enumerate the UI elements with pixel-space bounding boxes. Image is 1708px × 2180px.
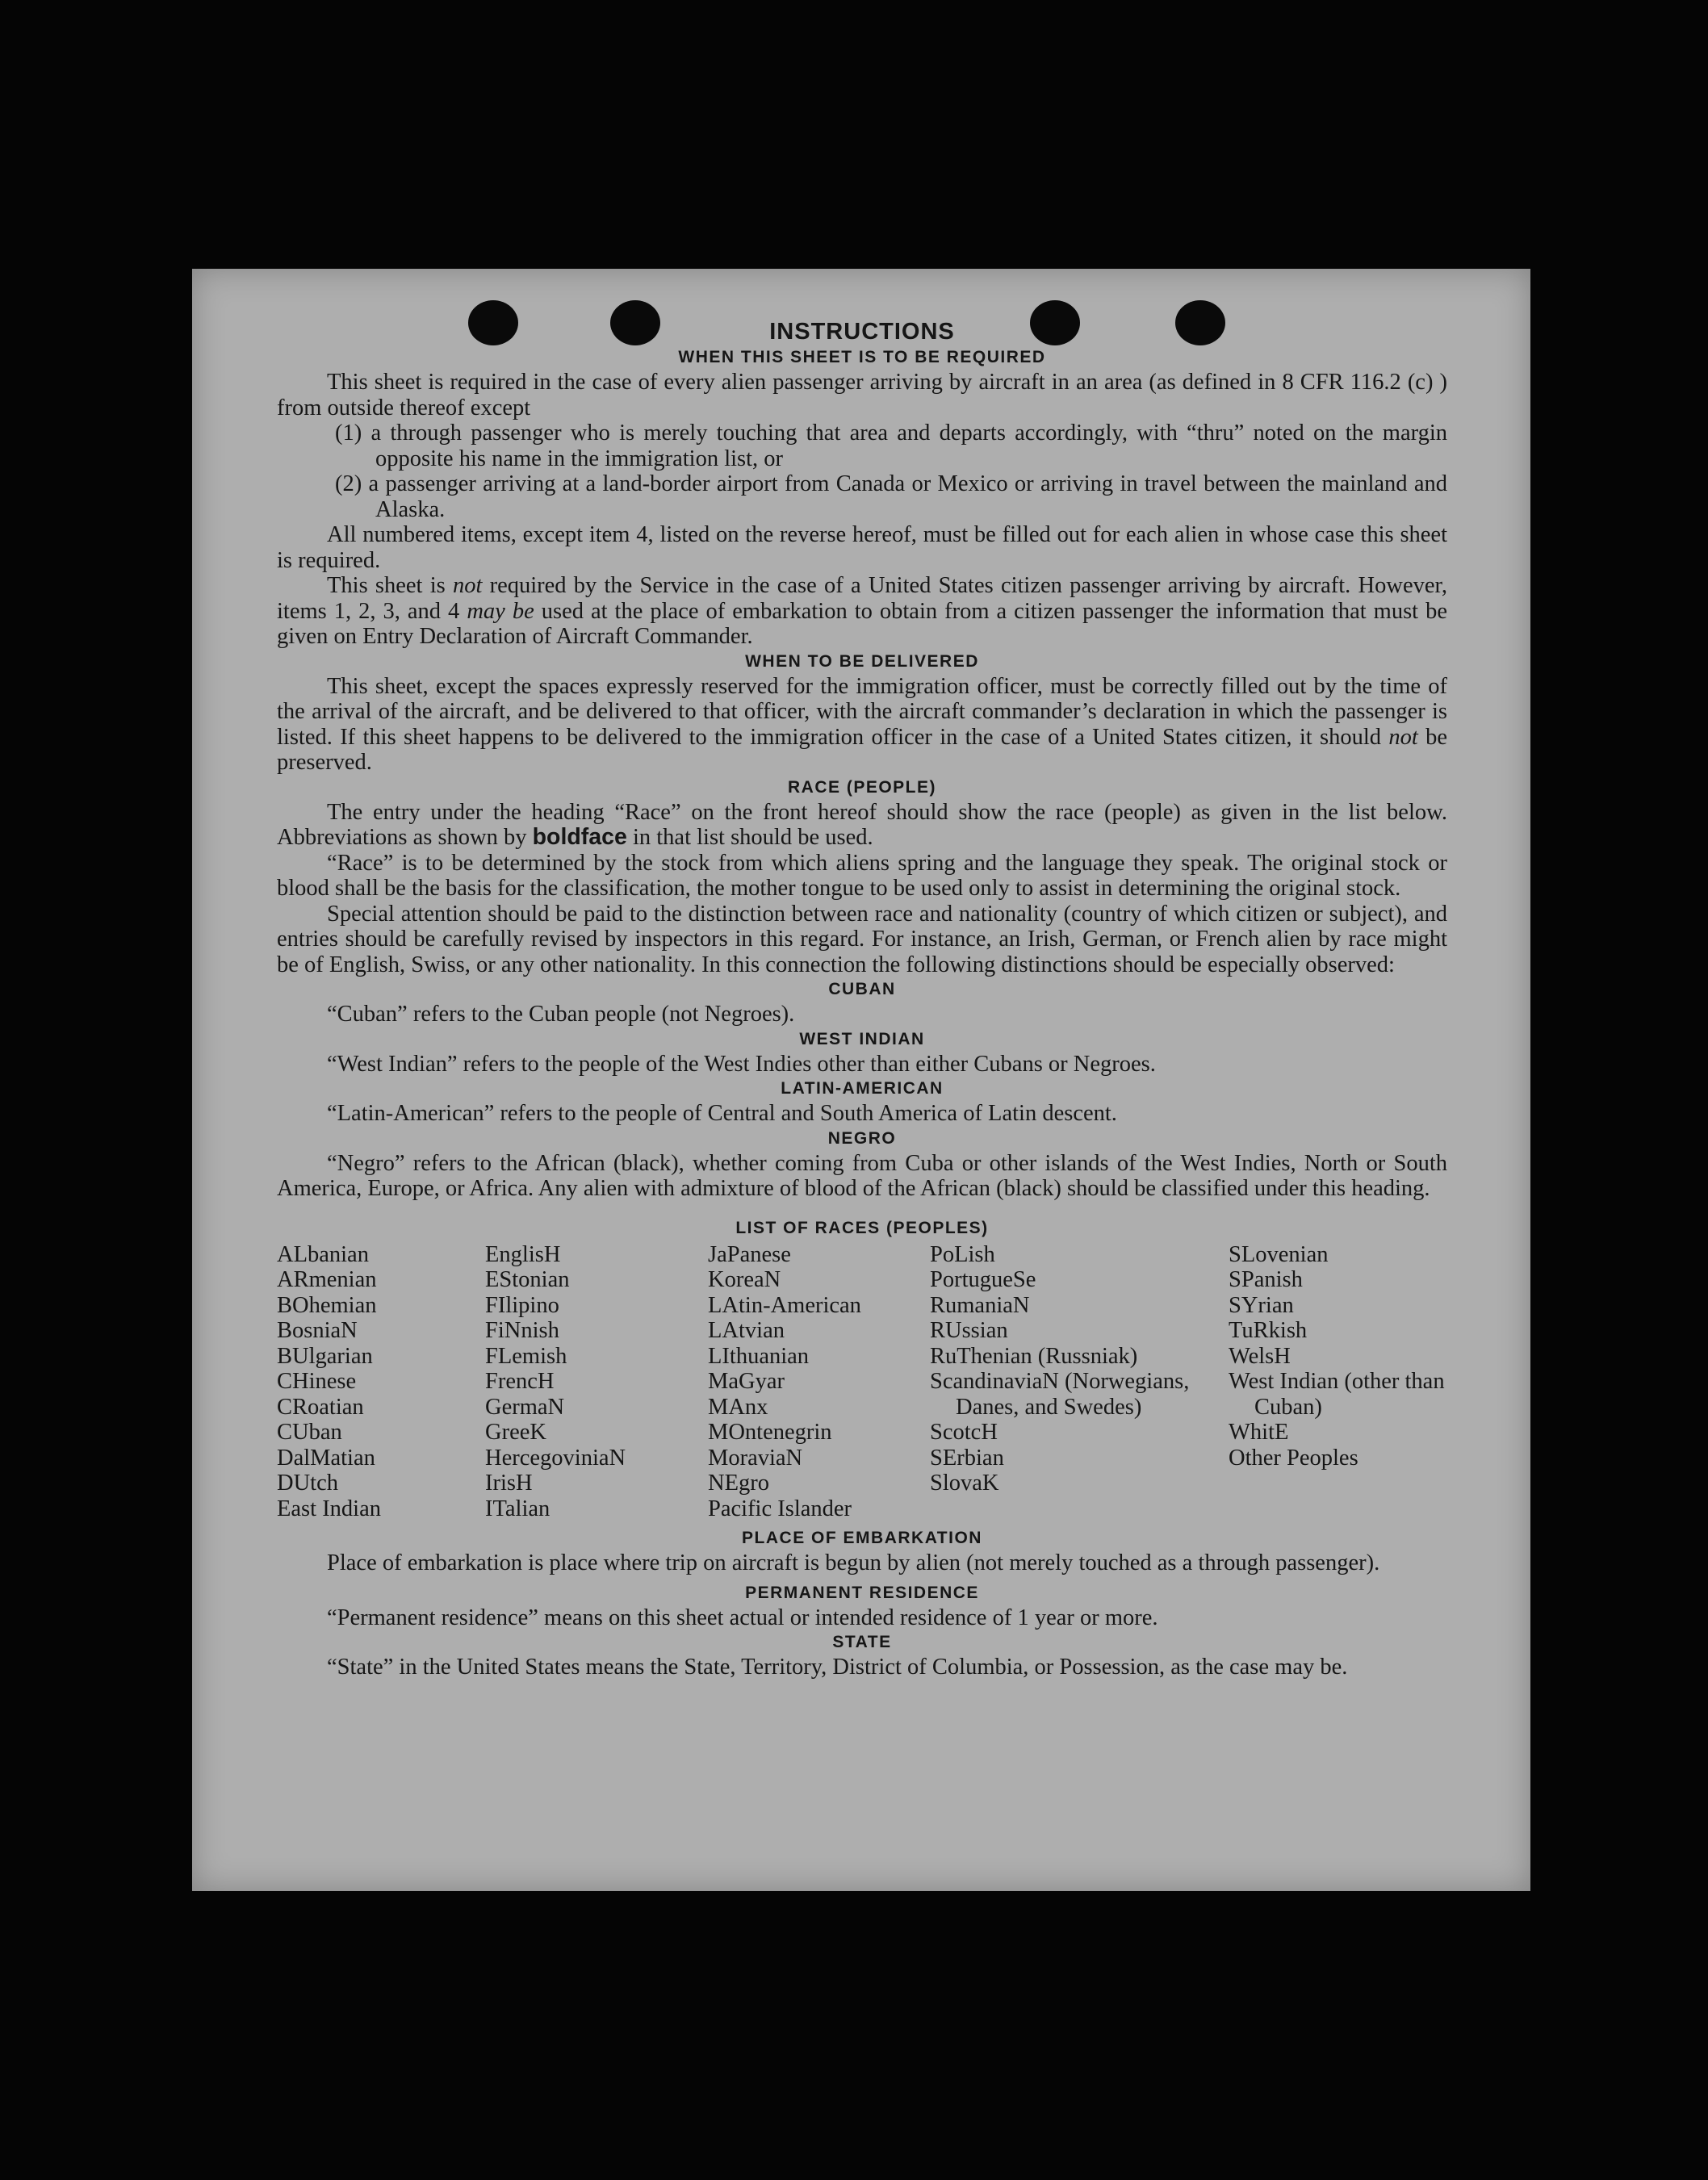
race-item: GermaN [485,1394,565,1420]
race-item: MAnx [708,1394,768,1420]
race-item: PoLish [930,1241,995,1267]
race-item: MOntenegrin [708,1420,832,1445]
heading-latin-american: LATIN-AMERICAN [781,1079,944,1098]
heading-west-indian: WEST INDIAN [799,1029,925,1048]
text-run: used at the place of embarkation to obtain from a citizen passenger the information that must be given on Entry Declaration of Aircraft Commander. [277,598,1447,649]
race-item: LIthuanian [708,1343,810,1369]
paragraph-race-entry [277,800,1447,851]
race-item: HercegoviniaN [485,1445,626,1471]
race-item: ALbanian [277,1241,369,1267]
race-item: CHinese [277,1369,357,1394]
page-title: INSTRUCTIONS [769,319,955,345]
race-item: GreeK [485,1420,546,1445]
race-item: LAtin-American [708,1292,861,1318]
race-item: ScandinaviaN (Norwegians, Danes, and Swedes) [930,1369,1190,1420]
paragraph-negro: “Negro” refers to the African (black), whether coming from Cuba or other islands of the West Indies, North or South America, Europe, or Africa. Any alien with admixture of blood of the African (black) should be classified under this heading. [277,1150,1447,1201]
heading-list-of-races: LIST OF RACES (PEOPLES) [735,1218,989,1237]
race-item: SLovenian [1229,1241,1329,1267]
text-run: This sheet is [327,573,453,598]
race-item: SYrian [1229,1292,1294,1318]
race-item: BUlgarian [277,1343,373,1369]
boldface-word: boldface [532,824,627,850]
race-item: LAtvian [708,1318,785,1343]
races-column-1 [277,1242,485,1522]
emphasis-not: not [1388,724,1418,750]
paragraph-embarkation: Place of embarkation is place where trip on aircraft is begun by alien (not merely touched as a through passenger). [327,1550,1380,1575]
text-run: be preserved. [277,724,1447,775]
paragraph-west-indian: “West Indian” refers to the people of the West Indies other than either Cubans or Negroes. [327,1051,1156,1077]
race-item: RuThenian (Russniak) [930,1343,1138,1369]
emphasis-not: not [452,573,483,598]
race-item: East Indian [277,1496,382,1521]
races-column-5 [1229,1242,1447,1522]
heading-when-delivered: WHEN TO BE DELIVERED [745,651,979,671]
emphasis-may-be: may be [467,598,534,624]
race-item: CRoatian [277,1394,364,1420]
race-item: West Indian (other than Cuban) [1229,1369,1445,1420]
paragraph-cuban: “Cuban” refers to the Cuban people (not Negroes). [327,1002,795,1027]
race-item: EStonian [485,1267,570,1292]
race-item: FrencH [485,1369,555,1394]
race-item: EnglisH [485,1241,561,1267]
race-item: ARmenian [277,1267,377,1292]
paragraph-state: “State” in the United States means the State, Territory, District of Columbia, or Possession, as the case may be. [327,1655,1348,1680]
heading-permanent-residence: PERMANENT RESIDENCE [745,1583,979,1602]
race-item: NEgro [708,1471,769,1496]
text-run: This sheet, except the spaces expressly reserved for the immigration officer, must be correctly filled out by the time of the arrival of the aircraft, and be delivered to that officer, with the aircraft commander’s declaration in which the passenger is listed. If this sheet happens to be delivered to the immigration officer in the case of a United States citizen, it should [277,673,1447,750]
paragraph-latin-american: “Latin-American” refers to the people of Central and South America of Latin descent. [327,1101,1117,1126]
race-item: CUban [277,1420,342,1445]
paragraph-numbered-items: All numbered items, except item 4, listed on the reverse hereof, must be filled out for each alien in whose case this sheet is required. [277,522,1447,573]
heading-negro: NEGRO [827,1128,897,1148]
race-item: TuRkish [1229,1318,1308,1343]
race-item: SPanish [1229,1267,1303,1292]
race-item: RUssian [930,1318,1008,1343]
paragraph-delivered [277,674,1447,776]
text-run: The entry under the heading “Race” on the front hereof should show the race (people) as given in the list below. Abbreviations as shown by [277,799,1447,850]
heading-state: STATE [832,1633,892,1651]
race-item: ITalian [485,1496,550,1521]
heading-when-required: WHEN THIS SHEET IS TO BE REQUIRED [678,348,1046,366]
race-item: Pacific Islander [708,1496,852,1521]
race-item: IrisH [485,1471,533,1496]
race-item: MaGyar [708,1369,785,1394]
race-item: MoraviaN [708,1445,803,1471]
heading-place-of-embarkation: PLACE OF EMBARKATION [742,1529,982,1547]
races-column-3 [708,1242,930,1522]
paragraph-race-stock: “Race” is to be determined by the stock from which aliens spring and the language they speak. The original stock or blood shall be the basis for the classification, the mother tongue to be used only to assist in determining the original stock. [277,850,1447,901]
race-item: BOhemian [277,1292,377,1318]
paragraph-permanent-residence: “Permanent residence” means on this sheet actual or intended residence of 1 year or more. [327,1605,1158,1630]
race-item: BosniaN [277,1318,358,1343]
races-list [277,1242,1447,1522]
race-item: FLemish [485,1343,567,1369]
paragraph-exception-1: (1) a through passenger who is merely touching that area and departs accordingly, with “thru” noted on the margin opposite his name in the immigration list, or [335,421,1447,471]
race-item: DalMatian [277,1445,375,1471]
races-column-2 [485,1242,708,1522]
text-run: in that list should be used. [626,825,873,850]
race-item: Other Peoples [1229,1445,1358,1471]
races-column-4 [930,1242,1229,1522]
race-item: JaPanese [708,1241,791,1267]
race-item: PortugueSe [930,1267,1036,1292]
race-item: FiNnish [485,1318,559,1343]
race-item: WelsH [1229,1343,1291,1369]
paragraph-citizen [277,573,1447,650]
race-item: SlovaK [930,1471,999,1496]
race-item: DUtch [277,1471,338,1496]
paragraph-required-intro: This sheet is required in the case of every alien passenger arriving by aircraft in an area (as defined in 8 CFR 116.2 (c) ) from outside thereof except [277,370,1447,421]
paragraph-race-nationality: Special attention should be paid to the distinction between race and nationality (country of which citizen or subject), and entries should be carefully revised by inspectors in this regard. For instance, an Irish, German, or French alien by race might be of English, Swiss, or any other nationality. In this connection the following distinctions should be especially observed: [277,901,1447,977]
race-item: FIlipino [485,1292,559,1318]
text-run: required by the Service in the case of a United States citizen passenger arriving by aircraft. However, items 1, 2, 3, and 4 [277,573,1447,624]
race-item: WhitE [1229,1420,1289,1445]
paragraph-exception-2: (2) a passenger arriving at a land-border airport from Canada or Mexico or arriving in travel between the mainland and Alaska. [335,471,1447,522]
instructions-content [277,318,1447,1680]
race-item: KoreaN [708,1267,781,1292]
heading-race: RACE (PEOPLE) [787,777,936,797]
heading-cuban: CUBAN [828,980,896,998]
race-item: RumaniaN [930,1292,1030,1318]
race-item: SErbian [930,1445,1004,1471]
race-item: ScotcH [930,1420,998,1445]
